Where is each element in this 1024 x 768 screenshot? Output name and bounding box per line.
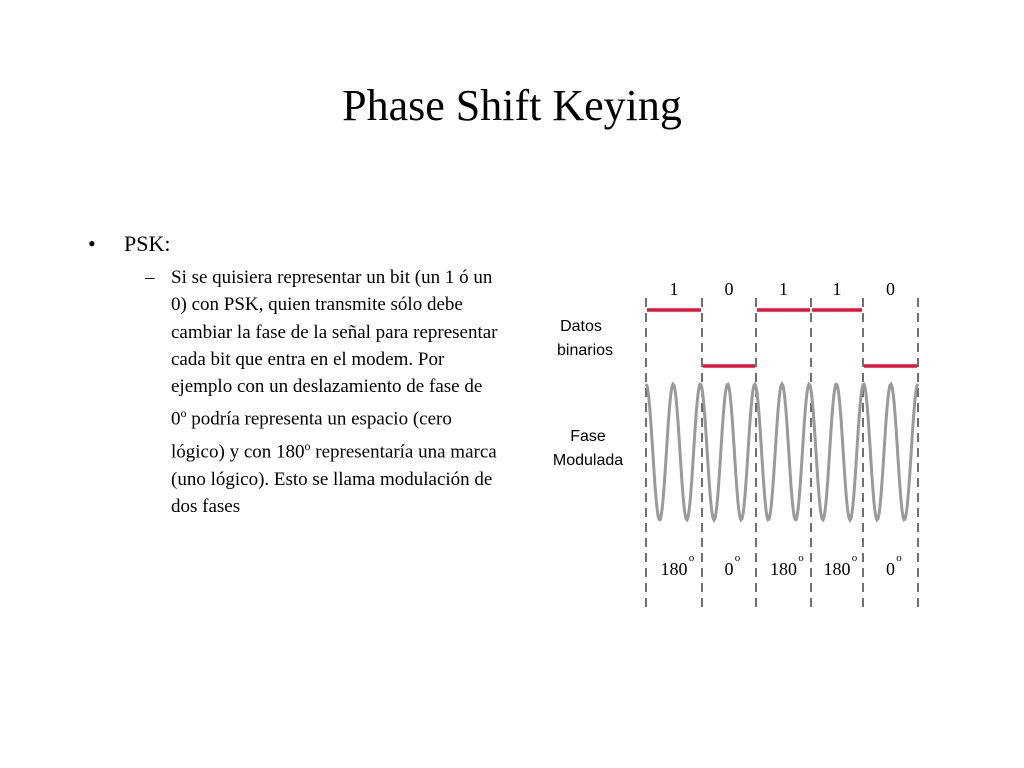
degree-sign-0: o	[688, 552, 695, 564]
binary-data-levels	[647, 310, 917, 366]
bullet-psk	[88, 230, 508, 258]
degree-superscript: o	[304, 439, 311, 454]
sub-bullet-description	[145, 264, 501, 520]
bullet-list	[88, 230, 508, 520]
phase-value-2: 180	[770, 559, 797, 579]
description-text-part: Si se quisiera representar un bit (un 1 ó un 0) con PSK, quien transmite sólo debe cambiar la fase de la señal para representar cada bit que entra en el modem. Por ejemplo con un deslazamiento de fase de 0	[171, 267, 498, 430]
dash-symbol: –	[145, 267, 155, 288]
bit-label-1: 0	[724, 279, 734, 299]
slide-title: Phase Shift Keying	[342, 81, 682, 130]
degree-sign-4: o	[896, 552, 902, 564]
bit-label-2: 1	[779, 279, 788, 299]
degree-sign-2: o	[798, 552, 804, 564]
phase-value-0: 180	[660, 559, 688, 579]
label-datos: Datos	[560, 318, 602, 335]
bit-label-0: 1	[669, 279, 679, 299]
degree-superscript: o	[180, 406, 187, 421]
degree-sign-3: o	[851, 552, 858, 564]
phase-label-3	[824, 552, 858, 579]
description-text-part: representaría una marca (uno lógico). Esto se llama modulación de dos fases	[171, 441, 497, 518]
bullet-symbol: •	[88, 231, 96, 256]
bit-labels	[670, 279, 896, 299]
phase-value-1: 0	[724, 559, 734, 579]
phase-value-3: 180	[823, 559, 851, 579]
phase-label-0	[661, 552, 695, 579]
bit-label-4: 0	[886, 279, 895, 299]
phase-labels	[661, 552, 903, 579]
label-fase: Fase	[570, 428, 606, 445]
psk-diagram	[536, 270, 926, 615]
phase-value-4: 0	[886, 559, 895, 579]
bit-label-3: 1	[832, 279, 842, 299]
modulated-signal	[646, 384, 918, 520]
degree-sign-1: o	[734, 552, 741, 564]
bullet-psk-text: PSK:	[124, 231, 171, 256]
description-text-part: podría representa un espacio (cero lógico) y con 180	[171, 408, 452, 463]
phase-label-1	[725, 552, 741, 579]
label-binarios: binarios	[556, 342, 614, 359]
phase-label-4	[886, 552, 902, 579]
label-modulada: Modulada	[552, 452, 624, 469]
phase-label-2	[770, 552, 804, 579]
